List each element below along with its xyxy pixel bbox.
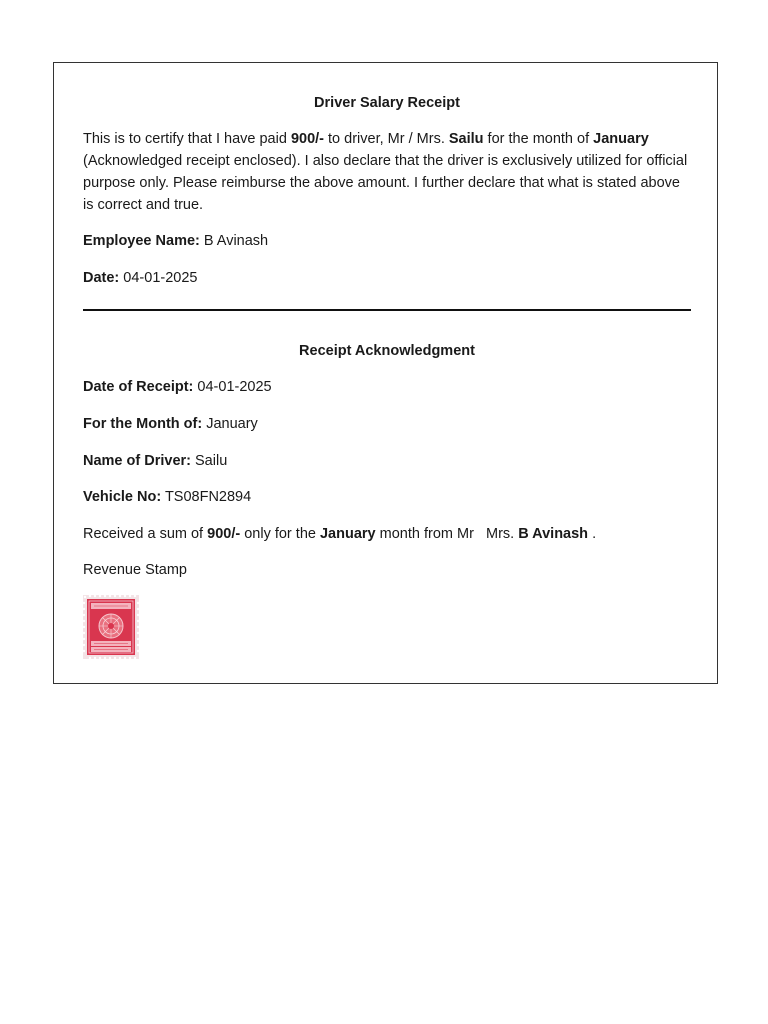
driver-name-row — [83, 452, 227, 470]
received-amount: 900/- — [207, 526, 241, 542]
employee-name-value: B Avinash — [199, 233, 269, 249]
date-value: 04-01-2025 — [119, 270, 198, 286]
date-row — [83, 269, 197, 287]
receipt-title: Driver Salary Receipt — [314, 95, 460, 111]
cert-text-4: (Acknowledged receipt enclosed). I also declare that the driver is exclusively utilized for official purpose only. Please reimburse the above amount. I further declare that what is stated above is correct and true. — [83, 153, 688, 213]
received-text-4: . — [588, 526, 597, 542]
vehicle-row — [83, 488, 251, 506]
employee-name-row — [83, 232, 268, 250]
acknowledgment-title: Receipt Acknowledgment — [299, 343, 475, 359]
date-of-receipt-value: 04-01-2025 — [193, 379, 272, 395]
date-of-receipt-label: Date of Receipt: — [83, 379, 194, 395]
cert-driver-name: Sailu — [448, 131, 484, 147]
received-month: January — [319, 526, 376, 542]
revenue-stamp-image — [83, 595, 139, 659]
cert-text-2: to driver, Mr / Mrs. — [324, 131, 449, 147]
received-text-3: month from Mr Mrs. — [375, 526, 519, 542]
date-of-receipt-row — [83, 378, 272, 396]
received-employee-name: B Avinash — [518, 526, 589, 542]
cert-text-1: This is to certify that I have paid — [83, 131, 291, 147]
receipt-frame — [53, 62, 718, 684]
received-text-2: only for the — [240, 526, 320, 542]
revenue-stamp-label: Revenue Stamp — [83, 562, 187, 578]
driver-name-value: Sailu — [190, 453, 228, 469]
driver-name-label: Name of Driver: — [83, 453, 191, 469]
received-sum-statement — [83, 525, 596, 543]
date-label: Date: — [83, 270, 120, 286]
cert-month: January — [593, 131, 649, 147]
vehicle-label: Vehicle No: — [83, 489, 162, 505]
cert-text-3: for the month of — [483, 131, 594, 147]
month-value: January — [202, 416, 258, 432]
vehicle-value: TS08FN2894 — [161, 489, 252, 505]
month-row — [83, 415, 258, 433]
employee-name-label: Employee Name: — [83, 233, 200, 249]
section-divider — [83, 309, 691, 311]
cert-amount: 900/- — [290, 131, 324, 147]
month-label: For the Month of: — [83, 416, 203, 432]
received-text-1: Received a sum of — [83, 526, 208, 542]
certification-paragraph — [83, 128, 691, 216]
